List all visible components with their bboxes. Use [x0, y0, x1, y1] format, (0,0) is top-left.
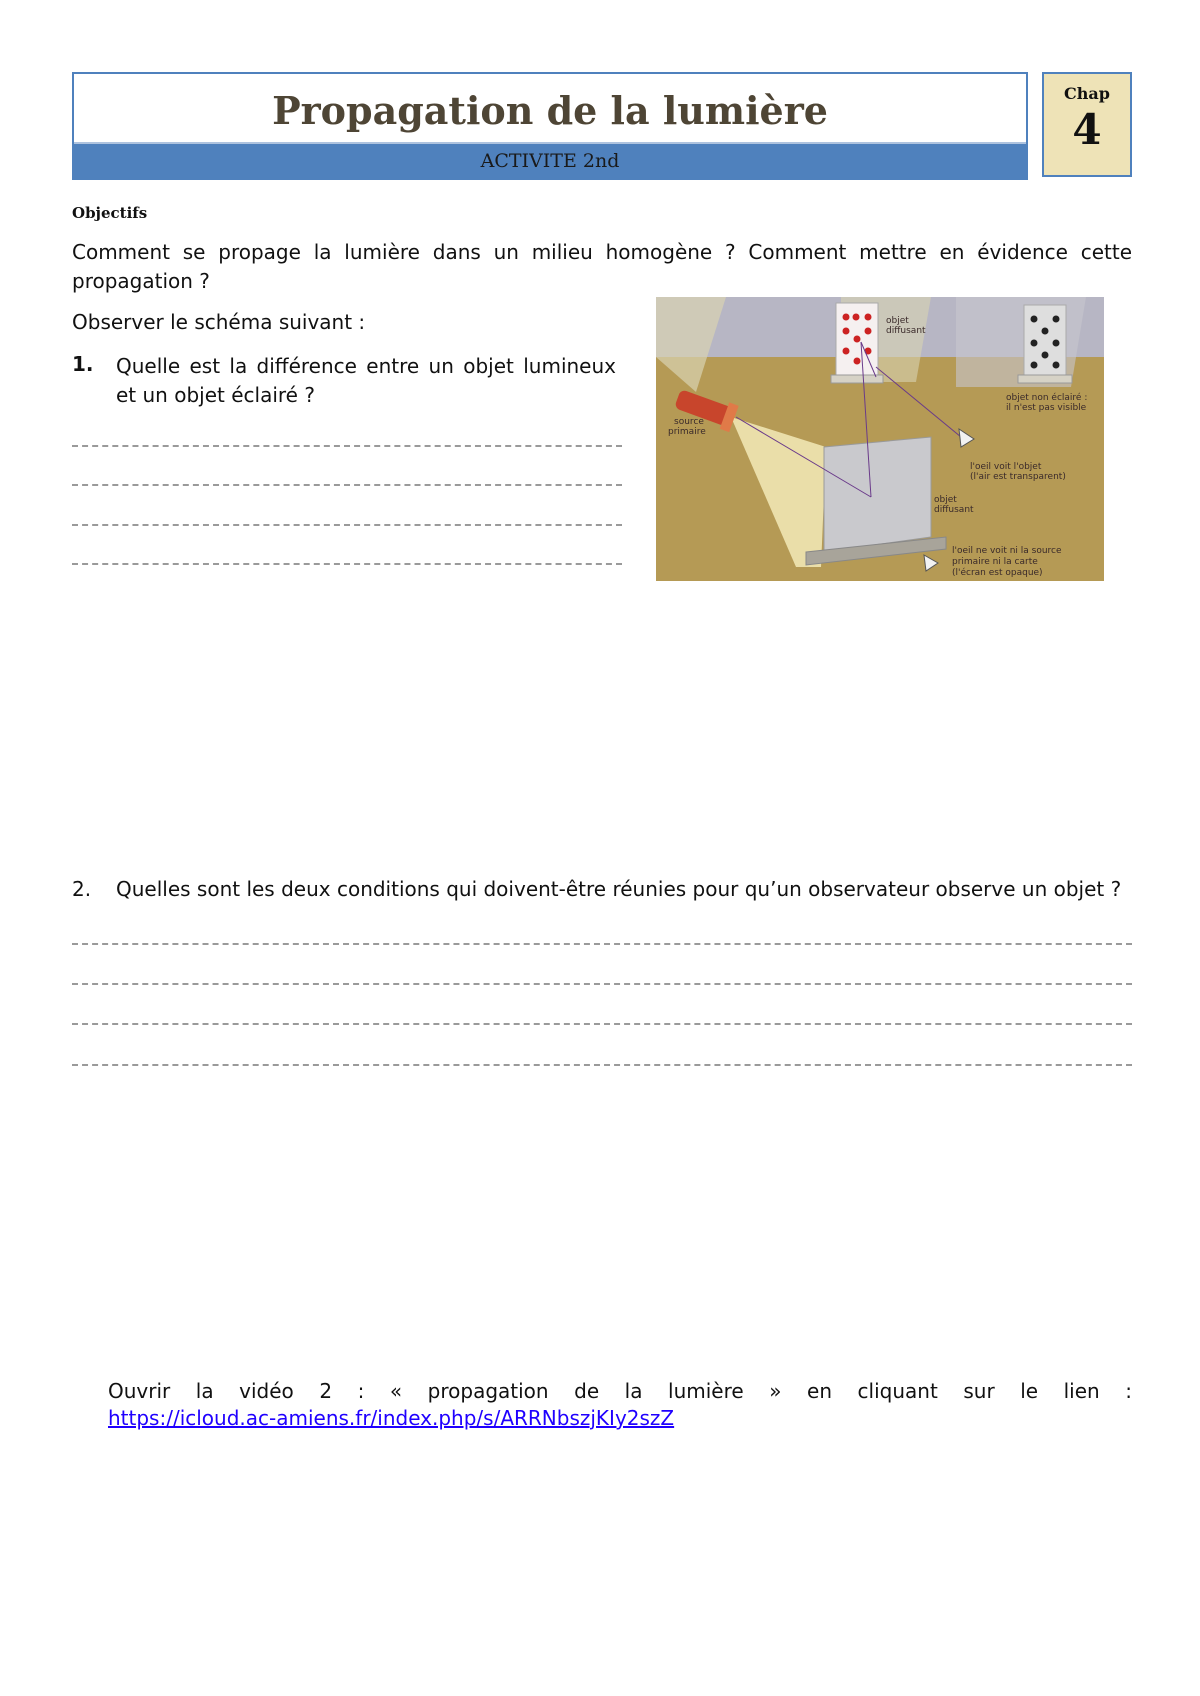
propagation-diagram: [656, 297, 1104, 581]
page-subtitle: ACTIVITE 2nd: [480, 150, 620, 172]
diagram-label: l'oeil ne voit ni la source: [952, 546, 1062, 556]
answer-line[interactable]: [72, 563, 622, 565]
diagram-label: primaire: [668, 427, 706, 437]
diagram-label: objet non éclairé :: [1006, 393, 1088, 403]
diagram-label: (l'écran est opaque): [952, 568, 1043, 578]
card-stand: [1018, 375, 1072, 383]
diffusing-screen: [824, 437, 931, 552]
video-instruction: Ouvrir la vidéo 2 : « propagation de la lumière » en cliquant sur le lien :: [108, 1379, 1132, 1403]
answer-line[interactable]: [72, 524, 622, 526]
diagram-label: (l'air est transparent): [970, 472, 1066, 482]
diagram-label: source: [674, 417, 704, 427]
question-1-text: Quelle est la différence entre un objet lumineux et un objet éclairé ?: [116, 354, 616, 407]
diagram-label: diffusant: [934, 505, 974, 515]
chapter-label: Chap: [1064, 84, 1110, 103]
diagram-label: objet: [886, 316, 909, 326]
objectifs-heading: Objectifs: [72, 204, 148, 222]
video-link[interactable]: https://icloud.ac-amiens.fr/index.php/s/ARRNbszjKIy2szZ: [108, 1406, 675, 1430]
diagram-label: objet: [934, 495, 957, 505]
intro-paragraph: Comment se propage la lumière dans un milieu homogène ? Comment mettre en évidence cette propagation ?: [72, 240, 1132, 293]
diagram-label: il n'est pas visible: [1006, 403, 1087, 413]
observer-instruction: Observer le schéma suivant :: [72, 310, 366, 334]
question-2-text: Quelles sont les deux conditions qui doivent-être réunies pour qu’un observateur observe un objet ?: [116, 877, 1122, 901]
diagram-label: primaire ni la carte: [952, 557, 1038, 567]
answer-line[interactable]: [72, 445, 622, 447]
answer-line[interactable]: [72, 943, 1132, 945]
diagram-label: l'oeil voit l'objet: [970, 462, 1042, 472]
question-1-number: 1.: [72, 352, 94, 376]
question-2-number: 2.: [72, 877, 92, 901]
answer-line[interactable]: [72, 484, 622, 486]
chapter-box: [1042, 72, 1132, 177]
answer-line[interactable]: [72, 1023, 1132, 1025]
page-title: Propagation de la lumière: [272, 88, 828, 133]
answer-line[interactable]: [72, 983, 1132, 985]
card-clubs: [1024, 305, 1066, 377]
subtitle-bar: [74, 142, 1026, 178]
diagram-label: diffusant: [886, 326, 926, 336]
title-box: [72, 72, 1028, 180]
answer-line[interactable]: [72, 1064, 1132, 1066]
chapter-number: 4: [1072, 105, 1102, 154]
diagram-svg: [656, 297, 1104, 581]
